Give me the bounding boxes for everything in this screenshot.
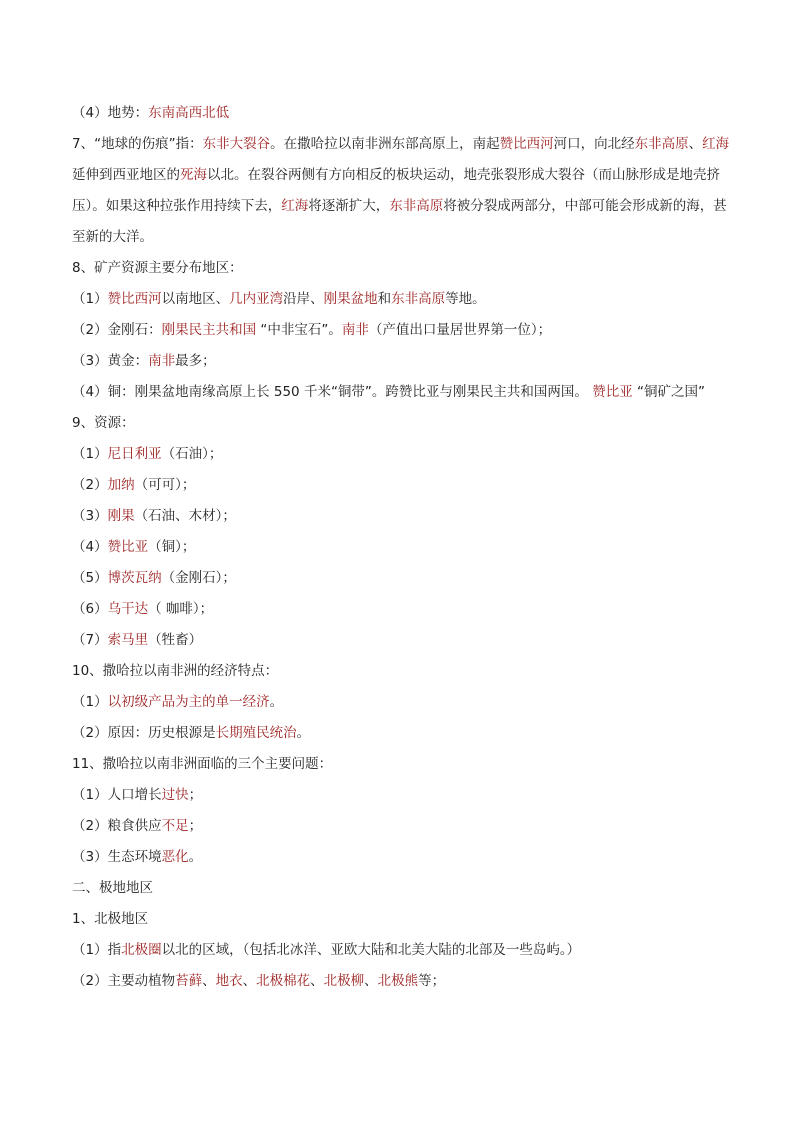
text-segment: 沿岸、: [283, 291, 324, 307]
text-segment: （产值出口量居世界第一位）；: [368, 322, 552, 338]
highlight-text: 红海: [281, 198, 309, 214]
text-segment: （牲畜）: [148, 632, 203, 648]
text-segment: 。在撒哈拉以南非洲东部高原上，南起: [270, 136, 500, 152]
text-line: [72, 687, 732, 718]
text-segment: 。: [269, 694, 284, 710]
highlight-text: 赞比亚: [592, 384, 633, 400]
highlight-text: 赞比西河: [499, 136, 554, 152]
text-line: [72, 935, 732, 966]
text-segment: （1）: [72, 694, 108, 710]
text-line: [72, 625, 732, 656]
highlight-text: 乌干达: [107, 601, 149, 617]
highlight-text: 刚果盆地: [323, 291, 378, 307]
highlight-text: 苔藓: [175, 973, 203, 989]
text-segment: （ 咖啡）；: [148, 601, 214, 617]
text-segment: 二、极地地区: [72, 880, 153, 896]
text-segment: （金刚石）；: [161, 570, 236, 586]
text-line: [72, 129, 732, 253]
text-line: [72, 780, 732, 811]
highlight-text: 不足: [161, 818, 189, 834]
highlight-text: 红海: [702, 136, 730, 152]
text-segment: 1、北极地区: [72, 911, 149, 927]
highlight-text: 刚果: [107, 508, 135, 524]
text-line: [72, 749, 732, 780]
text-segment: （1）: [72, 446, 108, 462]
text-segment: 将被分裂成两部分，中部可能会形成新的海，甚至新的大洋。: [72, 198, 727, 245]
text-segment: （7）: [72, 632, 108, 648]
highlight-text: 地衣: [215, 973, 243, 989]
text-segment: 最多；: [175, 353, 216, 369]
text-segment: （4）地势：: [72, 105, 149, 121]
text-segment: （6）: [72, 601, 108, 617]
text-segment: 10、撒哈拉以南非洲的经济特点：: [72, 663, 279, 679]
text-line: [72, 718, 732, 749]
highlight-text: 博茨瓦纳: [107, 570, 162, 586]
highlight-text: 恶化: [161, 849, 189, 865]
text-segment: （石油、木材）；: [134, 508, 236, 524]
text-line: [72, 439, 732, 470]
text-line: [72, 315, 732, 346]
text-line: [72, 594, 732, 625]
text-line: [72, 470, 732, 501]
text-segment: 以北的区域，（包括北冰洋、亚欧大陆和北美大陆的北部及一些岛屿。）: [161, 942, 581, 958]
text-line: [72, 377, 732, 408]
text-segment: （3）: [72, 508, 108, 524]
text-segment: （2）主要动植物: [72, 973, 176, 989]
text-line: [72, 532, 732, 563]
text-segment: （3）黄金：: [72, 353, 149, 369]
text-segment: （3）生态环境: [72, 849, 162, 865]
text-line: [72, 253, 732, 284]
text-segment: 、: [242, 973, 257, 989]
highlight-text: 东南高西北低: [148, 105, 230, 121]
text-segment: “铜矿之国”: [632, 384, 705, 400]
text-segment: 、: [364, 973, 378, 989]
highlight-text: 刚果民主共和国: [161, 322, 257, 338]
text-line: [72, 656, 732, 687]
text-line: [72, 966, 732, 997]
text-segment: （1）: [72, 291, 108, 307]
text-segment: 河口，向北经: [553, 136, 635, 152]
text-line: [72, 904, 732, 935]
text-line: [72, 98, 732, 129]
text-line: [72, 408, 732, 439]
highlight-text: 东非高原: [389, 198, 444, 214]
highlight-text: 赞比亚: [107, 539, 149, 555]
highlight-text: 死海: [180, 167, 207, 183]
highlight-text: 赞比西河: [107, 291, 162, 307]
text-segment: 等地。: [445, 291, 486, 307]
text-line: [72, 346, 732, 377]
text-segment: 8、矿产资源主要分布地区：: [72, 260, 243, 276]
text-segment: ；: [188, 818, 203, 834]
text-segment: “中非宝石”。: [256, 322, 342, 338]
highlight-text: 几内亚湾: [229, 291, 284, 307]
text-segment: 11、撒哈拉以南非洲面临的三个主要问题：: [72, 756, 333, 772]
text-segment: 7、“地球的伤痕”指：: [72, 136, 203, 152]
text-segment: （石油）；: [161, 446, 223, 462]
text-segment: 。: [188, 849, 203, 865]
text-line: [72, 811, 732, 842]
text-segment: 等；: [418, 973, 446, 989]
text-segment: 、: [688, 136, 703, 152]
highlight-text: 南非: [341, 322, 369, 338]
text-segment: 以北。在裂谷两侧有方向相反的板块运动，地壳张裂形成大裂谷（而山脉形成是地壳挤压）。如果这种拉张作用持续下去，: [72, 167, 720, 214]
text-segment: （4）铜：刚果盆地南缘高原上长 550 千米“铜带”。跨赞比亚与刚果民主共和国两国。: [72, 384, 593, 400]
highlight-text: 南非: [148, 353, 176, 369]
text-segment: 9、资源：: [72, 415, 135, 431]
highlight-text: 北极棉花: [256, 973, 311, 989]
text-segment: ；: [188, 787, 203, 803]
highlight-text: 长期殖民统治: [215, 725, 297, 741]
text-segment: 以南地区、: [161, 291, 230, 307]
highlight-text: 东非高原: [634, 136, 689, 152]
text-line: [72, 842, 732, 873]
text-line: [72, 284, 732, 315]
highlight-text: 北极熊: [377, 973, 419, 989]
highlight-text: 东非大裂谷: [202, 136, 271, 152]
highlight-text: 以初级产品为主的单一经济: [107, 694, 270, 710]
text-segment: （铜）；: [148, 539, 196, 555]
highlight-text: 北极圈: [121, 942, 162, 958]
highlight-text: 加纳: [107, 477, 135, 493]
text-segment: 。: [296, 725, 311, 741]
text-line: [72, 501, 732, 532]
text-segment: 、: [202, 973, 216, 989]
text-segment: （2）金刚石：: [72, 322, 162, 338]
highlight-text: 索马里: [107, 632, 149, 648]
text-segment: （1）人口增长: [72, 787, 162, 803]
text-segment: （2）: [72, 477, 108, 493]
text-segment: （2）粮食供应: [72, 818, 162, 834]
text-segment: 、: [310, 973, 324, 989]
text-segment: （5）: [72, 570, 108, 586]
text-line: [72, 873, 732, 904]
highlight-text: 北极柳: [323, 973, 365, 989]
highlight-text: 尼日利亚: [107, 446, 162, 462]
text-segment: 延伸到西亚地区的: [72, 167, 180, 183]
document-body: [72, 98, 732, 997]
text-segment: （可可）；: [134, 477, 196, 493]
highlight-text: 过快: [161, 787, 189, 803]
text-segment: （1）指: [72, 942, 122, 958]
text-segment: （4）: [72, 539, 108, 555]
text-line: [72, 563, 732, 594]
text-segment: （2）原因：历史根源是: [72, 725, 216, 741]
highlight-text: 东非高原: [391, 291, 446, 307]
text-segment: 和: [377, 291, 392, 307]
text-segment: 将逐渐扩大，: [308, 198, 390, 214]
